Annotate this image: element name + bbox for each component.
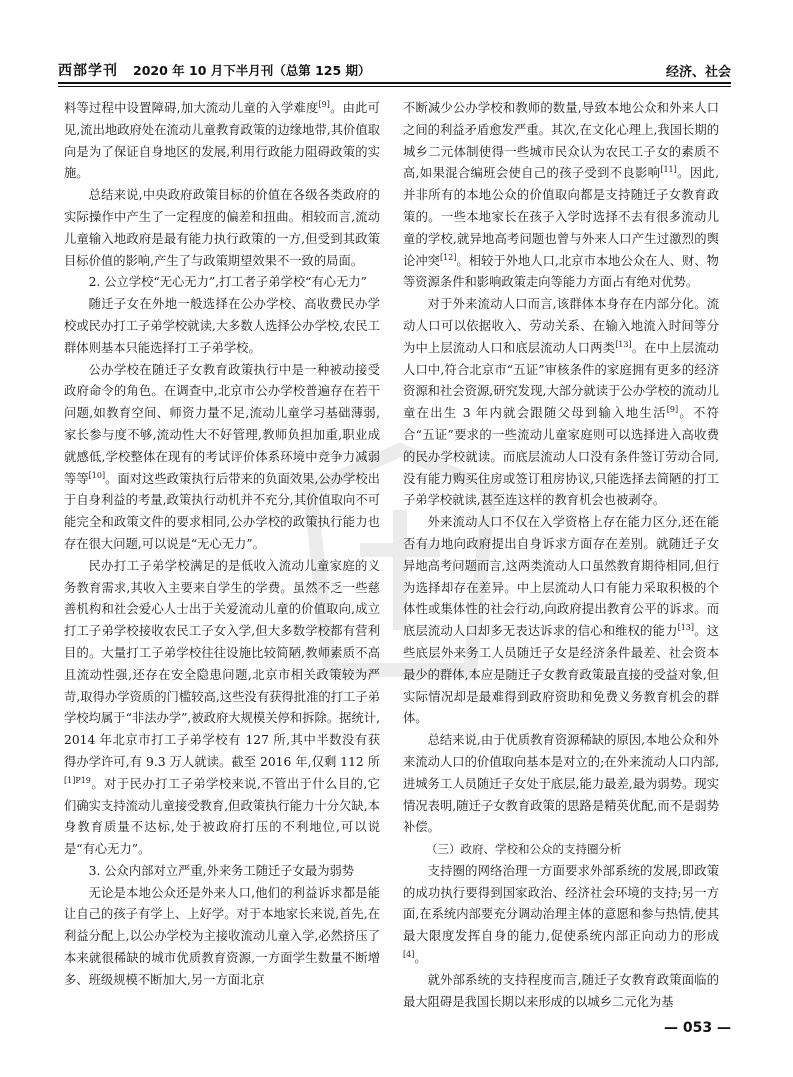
paragraph-text: 。因此,并非所有的本地公众的价值取向都是支持随迁子女教育政策的。一些本地家长在孩子入学时选择不去有很多流动儿童的学校,就异地高考问题也曾与外来人口产生过激烈的舆论冲突 [403, 166, 719, 268]
paragraph-text: 随迁子女在外地一般选择在公办学校、高收费民办学校或民办打工子弟学校就读,大多数人选择公办学校,农民工群体则基本只能选择打工子弟学校。 [64, 297, 380, 355]
header-rule-thick [58, 82, 731, 84]
right-column [403, 98, 719, 1013]
paragraph [64, 883, 380, 992]
paragraph-text: 。面对这些政策执行后带来的负面效果,公办学校出于自身利益的考量,政策执行动机并不充分,其价值取向不可能完全和政策文件的要求相同,公办学校的政策执行能力也存在很大问题,可以说是“无心无力”。 [64, 471, 380, 551]
paragraph-text: 。这些底层外来务工人员随迁子女是经济条件最差、社会资本最少的群体,本应是随迁子女教育政策最直接的受益对象,但实际情况却是最难得到政府资助和免费义务教育机会的群体。 [403, 624, 719, 726]
page-number: — 053 — [664, 1020, 731, 1036]
paragraph-text: （三）政府、学校和公众的支持圈分析 [426, 842, 622, 857]
subsection-heading [64, 861, 380, 883]
paragraph [403, 98, 719, 294]
citation-ref: [11] [660, 165, 677, 175]
paragraph-text: 。由此可见,流出地政府处在流动儿童教育政策的边缘地带,其价值取向是为了保证自身地区的发展,利用行政能力阻碍政策的实施。 [64, 101, 380, 181]
header-rule-thin [58, 86, 731, 87]
paragraph-text: 无论是本地公众还是外来人口,他们的利益诉求都是能让自己的孩子有学上、上好学。对于本地家长来说,首先,在利益分配上,以公办学校为主接收流动儿童入学,必然挤压了本来就很稀缺的城市优质教育资源,一方面学生数量不断增多、班级规模不断加大,另一方面北京 [64, 885, 380, 987]
paragraph [403, 970, 719, 1014]
journal-logo: 西部学刊 [58, 63, 118, 79]
citation-ref: [1]P19 [64, 775, 91, 785]
subsection-heading [64, 272, 380, 294]
left-column [64, 98, 380, 992]
paragraph [64, 294, 380, 359]
paragraph [64, 98, 380, 185]
citation-ref: [9] [666, 405, 679, 415]
paragraph-text: 支持圈的网络治理一方面要求外部系统的发展,即政策的成功执行要得到国家政治、经济社会环境的支持;另一方面,在系统内部要充分调动治理主体的意愿和参与热情,使其最大限度发挥自身的能力,促使系统内部正向动力的形成 [403, 863, 719, 944]
paragraph-text: 对于外来流动人口而言,该群体本身存在内部分化。流动人口可以依据收入、劳动关系、在输入地流入时间等分为中上层流动人口和底层流动人口两类 [403, 297, 719, 355]
paragraph [403, 730, 719, 839]
paragraph [403, 512, 719, 730]
citation-ref: [9] [318, 99, 330, 109]
paragraph [403, 294, 719, 512]
citation-ref: [13] [677, 623, 695, 633]
paragraph-text: 。不符合“五证”要求的一些流动儿童家庭则可以选择进入高收费的民办学校就读。而底层流动人口没有条件签订劳动合同,没有能力购买住房或签订租房协议,只能选择去简陋的打工子弟学校就读,甚至连这样的教育机会也被剥夺。 [403, 406, 719, 508]
paragraph-text: 就外部系统的支持程度而言,随迁子女教育政策面临的最大阻碍是我国长期以来形成的以城乡二元化为基 [403, 972, 719, 1009]
paragraph-text: 。 [414, 951, 427, 966]
citation-ref: [13] [615, 339, 632, 349]
paragraph [64, 360, 380, 556]
issue-info: 2020 年 10 月下半月刊（总第 125 期） [133, 63, 371, 78]
section-name: 经济、社会 [665, 65, 731, 80]
citation-ref: [12] [439, 252, 457, 262]
citation-ref: [4] [403, 949, 415, 959]
paragraph-text: 外来流动人口不仅在入学资格上存在能力区分,还在能否有力地向政府提出自身诉求方面存在差别。就随迁子女异地高考问题而言,这两类流动人口虽然教育期待相同,但行为选择却存在差异。中上层流动人口有能力采取积极的个体性或集体性的社会行动,向政府提出教育公平的诉求。而底层流动人口却多无表达诉求的信心和维权的能力 [403, 515, 719, 639]
section-heading [403, 839, 719, 861]
paragraph-text: 。相较于外地人口,北京市本地公众在人、财、物等资源条件和影响政策走向等能力方面占有绝对优势。 [403, 253, 719, 290]
paragraph-text: 民办打工子弟学校满足的是低收入流动儿童家庭的义务教育需求,其收入主要来自学生的学费。虽然不乏一些慈善机构和社会爱心人士出于关爱流动儿童的价值取向,成立打工子弟学校接收农民工子女入学,但大多数学校都有营利目的。大量打工子弟学校往往设施比较简陋,教师素质不高且流动性强,还存在安全隐患问题,北京市相关政策较为严苛,取得办学资质的门槛较高,这些没有获得批准的打工子弟学校均属于“非法办学”,被政府大规模关停和拆除。据统计,2014 年北京市打工子弟学校有 127 所,其中半数没有获得办学许可,有 9.3 万人就读。截至 2016 年,仅剩 112 所 [64, 558, 380, 769]
paragraph-text: 料等过程中设置障碍,加大流动儿童的入学难度 [64, 101, 319, 115]
paragraph [64, 556, 380, 861]
paragraph [64, 185, 380, 272]
paragraph-text: 总结来说,由于优质教育资源稀缺的原因,本地公众和外来流动人口的价值取向基本是对立的;在外来流动人口内部,进城务工人员随迁子女处于底层,能力最差,最为弱势。现实情况表明,随迁子女教育政策的思路是精英优配,而不是弱势补偿。 [403, 733, 719, 835]
paragraph-text: 公办学校在随迁子女教育政策执行中是一种被动接受政府命令的角色。在调查中,北京市公办学校普遍存在若干问题,如教育空间、师资力量不足,流动儿童学习基础薄弱,家长参与度不够,流动性大不好管理,教师负担加重,职业成就感低,学校整体在现有的考试评价体系环境中竞争力减弱等等 [64, 362, 380, 486]
paragraph-text: 总结来说,中央政府政策目标的价值在各级各类政府的实际操作中产生了一定程度的偏差和扭曲。相较而言,流动儿童输入地政府是最有能力执行政策的一方,但受到其政策目标价值的影响,产生了与政策期望效果不一致的局面。 [64, 188, 380, 268]
paragraph-text: 不断减少公办学校和教师的数量,导致本地公众和外来人口之间的利益矛盾愈发严重。其次,在文化心理上,我国长期的城乡二元体制使得一些城市民众认为农民工子女的素质不高,如果混合编班会使自己的孩子受到不良影响 [403, 101, 719, 181]
paragraph [403, 861, 719, 970]
running-header [58, 60, 731, 82]
paragraph-text: 3. 公众内部对立严重,外来务工随迁子女最为弱势 [88, 863, 355, 878]
citation-ref: [10] [88, 470, 106, 480]
paragraph-text: 2. 公立学校“无心无力”,打工者子弟学校“有心无力” [88, 275, 367, 290]
paragraph-text: 。在中上层流动人口中,符合北京市“五证”审核条件的家庭拥有更多的经济资源和社会资源,研究发现,大部分就读于公办学校的流动儿童在出生 3 年内就会跟随父母到输入地生活 [403, 340, 719, 421]
paragraph-text: 。对于民办打工子弟学校来说,不管出于什么目的,它们确实支持流动儿童接受教育,但政策执行能力十分欠缺,本身教育质量不达标,处于被政府打压的不利地位,可以说是“有心无力”。 [64, 776, 380, 857]
